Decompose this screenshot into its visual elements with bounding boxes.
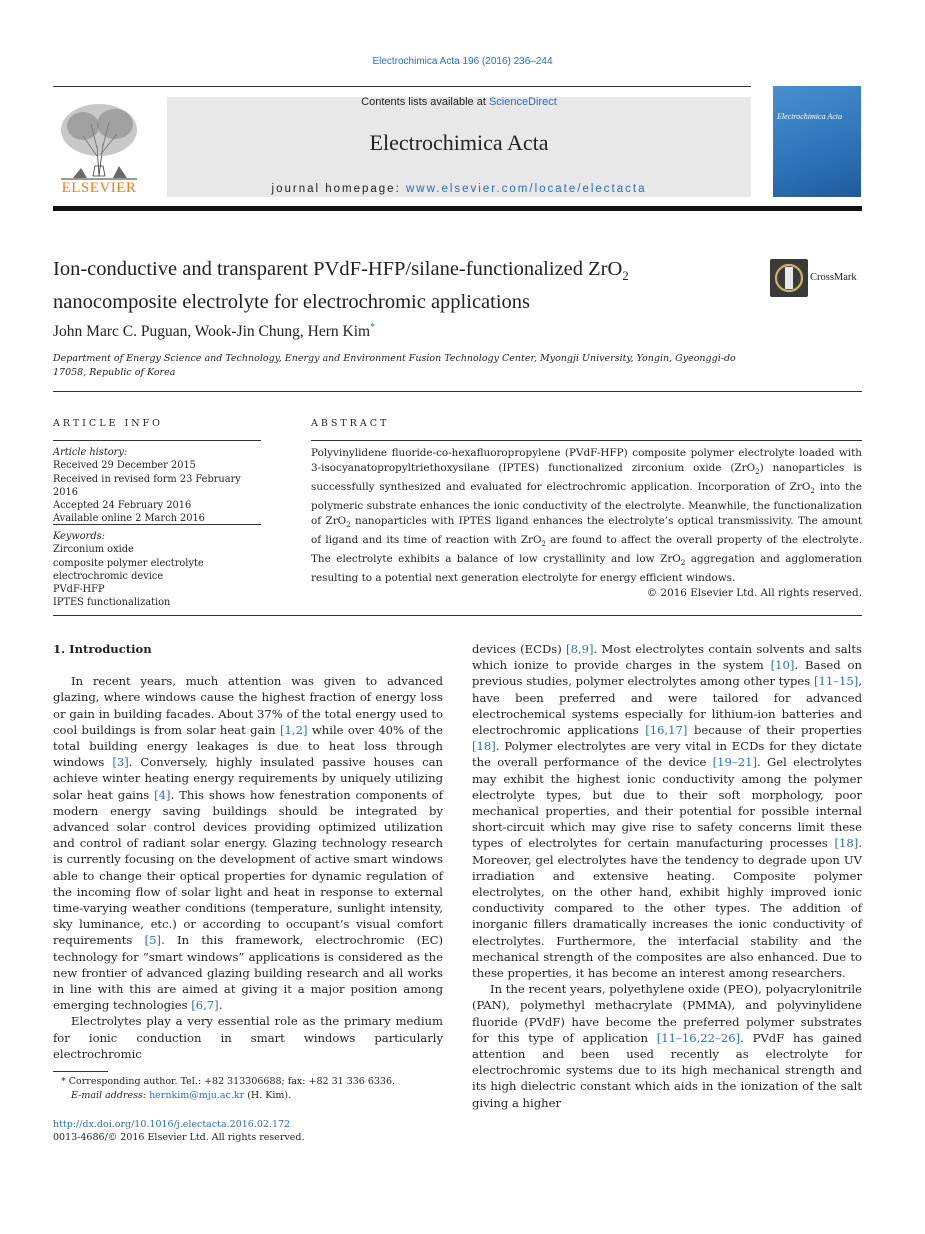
paragraph: In recent years, much attention was given to advanced glazing, where windows cause the highest fraction of energy loss or gain in building facades. About 37% of the total energy used to cool buildings is from solar heat gain [1,2] while over 40% of the total building energy leakages is due to heat loss through windows [3]. Conversely, highly insulated passive houses can achieve winter heating energy requirements by uniquely utilizing solar heat gains [4]. This shows how fenestration components of modern energy saving buildings should be integrated by advanced solar control devices providing optimized utilization and control of radiant solar energy. Glazing technology research is currently focusing on the development of active smart windows able to change their optical properties for dynamic regulation of the incoming flow of solar light and heat in response to external time-varying weather conditions (temperature, sunlight intensity, sky luminance, etc.) or according to occupant’s visual comfort requirements [5]. In this framework, electrochromic (EC) technology for “smart windows” applications is considered as the new frontier of advanced glazing building research and all works in line with this are aimed at giving it a major position among emerging technologies [6,7]. [53,674,444,1013]
email-label: E-mail address: [71,1089,150,1101]
citation-link[interactable]: [11–16,22–26] [656,1030,741,1045]
corresponding-footnote [53,1075,453,1102]
keyword-item: Zirconium oxide [53,544,134,556]
homepage-prefix: journal homepage: [271,183,406,195]
sciencedirect-link[interactable]: ScienceDirect [488,96,557,108]
history-item: Accepted 24 February 2016 [53,500,192,512]
email-suffix: (H. Kim). [244,1089,292,1101]
crossmark-icon[interactable] [770,259,808,297]
keyword-item: composite polymer electrolyte [53,557,204,569]
journal-title: Electrochimica Acta [369,130,549,155]
elsevier-wordmark: ELSEVIER [61,180,137,196]
cover-title: Electrochimica Acta [777,112,843,121]
affiliation: Department of Energy Science and Technology, Energy and Environment Fusion Technology Center, Myongji University, Yongin, Gyeonggi-do 17058, Republic of Korea [53,353,736,378]
contents-prefix: Contents lists available at [361,96,489,108]
affiliation-rule [53,391,862,392]
paragraph: In the recent years, polyethylene oxide (PEO), polyacrylonitrile (PAN), polymethyl methacrylate (PMMA), and polyvinylidene fluoride (PVdF) have become the preferred polymer substrates for this type of application [11–16,22–26]. PVdF has gained attention and been used recently as electrolyte for electrochromic systems due to its high mechanical strength and its high dielectric constant which aids in the ionization of the salt giving a higher [472,982,862,1110]
paragraph: Electrolytes play a very essential role as the primary medium for ionic conduction in smart windows particularly electrochromic [53,1014,443,1061]
citation-link[interactable]: [18] [834,836,859,851]
journal-cover-image[interactable] [773,86,861,197]
authors-text: John Marc C. Puguan, Wook-Jin Chung, Hern Kim [53,323,371,341]
citation-link[interactable]: [8,9] [566,642,594,656]
abstract-rule [311,440,862,441]
keywords [53,530,263,610]
keyword-item: IPTES functionalization [53,597,171,609]
corresponding-author-note: * Corresponding author. Tel.: +82 313306688; fax: +82 31 336 6336. [61,1076,396,1087]
article-title [53,256,758,316]
issn-line: 0013-4686/© 2016 Elsevier Ltd. All rights reserved. [53,1132,305,1143]
keyword-item: PVdF-HFP [53,584,105,596]
title-line1: Ion-conductive and transparent PVdF-HFP/silane-functionalized ZrO [53,258,623,280]
title-line2: nanocomposite electrolyte for electrochromic applications [53,291,531,314]
keyword-item: electrochromic device [53,570,164,582]
history-rule [53,524,261,525]
header-rule [53,86,751,87]
citation-link[interactable]: [10] [770,658,795,673]
abstract-label: ABSTRACT [311,418,390,429]
homepage-link[interactable]: www.elsevier.com/locate/electacta [405,183,647,195]
header-thick-rule [53,206,862,211]
corresponding-author-mark[interactable]: * [370,322,376,333]
article-info-rule [53,440,261,441]
history-item: Received in revised form 23 February 2016 [53,473,241,498]
footnote-rule [53,1071,108,1072]
citation-link[interactable]: [4] [154,787,171,802]
contents-line [167,96,751,108]
citation-link[interactable]: [18] [472,739,496,754]
paragraph: devices (ECDs) [8,9]. Most electrolytes contain solvents and salts which ionize to provide charges in the system [10]. Based on previous studies, polymer electrolytes among other types [11–15], have been preferred and were tailored for advanced electrochemical systems especially for lithium-ion batteries and electrochromic applications [16,17] because of their properties [18]. Polymer electrolytes are very vital in ECDs for they dictate the overall performance of the device [19–21]. Gel electrolytes may exhibit the highest ionic conductivity among the polymer electrolyte types, but due to their soft morphology, poor mechanical properties, and their potential for possible internal short-circuit which may give rise to safety concerns limit these types of electrolytes for certain manufacturing processes [18]. Moreover, gel electrolytes have the tendency to degrade upon UV irradiation and extensive heating. Composite polymer electrolytes, on the other hand, exhibit highly improved ionic conductivity compared to the other types. The addition of inorganic fillers dramatically increases the ionic conductivity of electrolytes. Furthermore, the interfacial stability and the mechanical strength of the composites are also enhanced. Due to these properties, it has become an interest among researchers. [472,642,862,981]
section-heading: 1. Introduction [53,642,152,656]
abstract-text: Polyvinylidene fluoride-co-hexafluoropropylene (PVdF-HFP) composite polymer electrolyte loaded with 3-isocyanatopropyltriethoxysilane (IPTES) functionalized zirconium oxide (ZrO$_2$) nanoparticles is successfully synthesized and evaluated for electrochromic application. Incorporation of ZrO$_2$ into the polymeric substrate enhances the ionic conductivity of the electrolyte. Meanwhile, the functionalization of ZrO$_2$ nanoparticles with IPTES ligand enhances the electrolyte’s optical transmissivity. The amount of ligand and its time of reaction with ZrO$_2$ are found to affect the overall property of the electrolyte. The electrolyte exhibits a balance of low crystallinity and low ZrO$_2$ aggregation and agglomeration resulting to a potential next generation electrolyte for energy efficient windows. © 2016 Elsevier Ltd. All rights reserved. [311,447,863,599]
homepage-line [167,183,751,195]
article-history [53,446,263,526]
author-list [53,322,375,341]
journal-citation[interactable]: Electrochimica Acta 196 (2016) 236–244 [372,56,553,67]
email-line [53,1089,453,1103]
citation-link[interactable]: [6,7] [191,998,219,1013]
keywords-label: Keywords: [53,531,105,542]
right-column [472,641,862,1111]
crossmark-label[interactable]: CrossMark [810,272,857,283]
citation-link[interactable]: [1,2] [280,722,308,737]
abstract-bottom-rule [53,615,862,616]
citation-link[interactable]: [11–15] [813,674,859,689]
citation-link[interactable]: [3] [112,755,129,770]
citation-link[interactable]: [19–21] [712,755,758,770]
doi-link[interactable]: http://dx.doi.org/10.1016/j.electacta.2016.02.172 [53,1119,291,1130]
left-column [53,641,443,1062]
copyright: © 2016 Elsevier Ltd. All rights reserved. [646,586,862,599]
history-item: Available online 2 March 2016 [53,513,205,525]
citation-link[interactable]: [5] [144,933,162,948]
title-subscript: 2 [622,268,629,284]
article-info-label: ARTICLE INFO [53,418,163,429]
history-label: Article history: [53,447,128,458]
citation-link[interactable]: [16,17] [645,723,688,738]
history-item: Received 29 December 2015 [53,460,196,472]
email-link[interactable]: hernkim@mju.ac.kr [149,1089,245,1101]
